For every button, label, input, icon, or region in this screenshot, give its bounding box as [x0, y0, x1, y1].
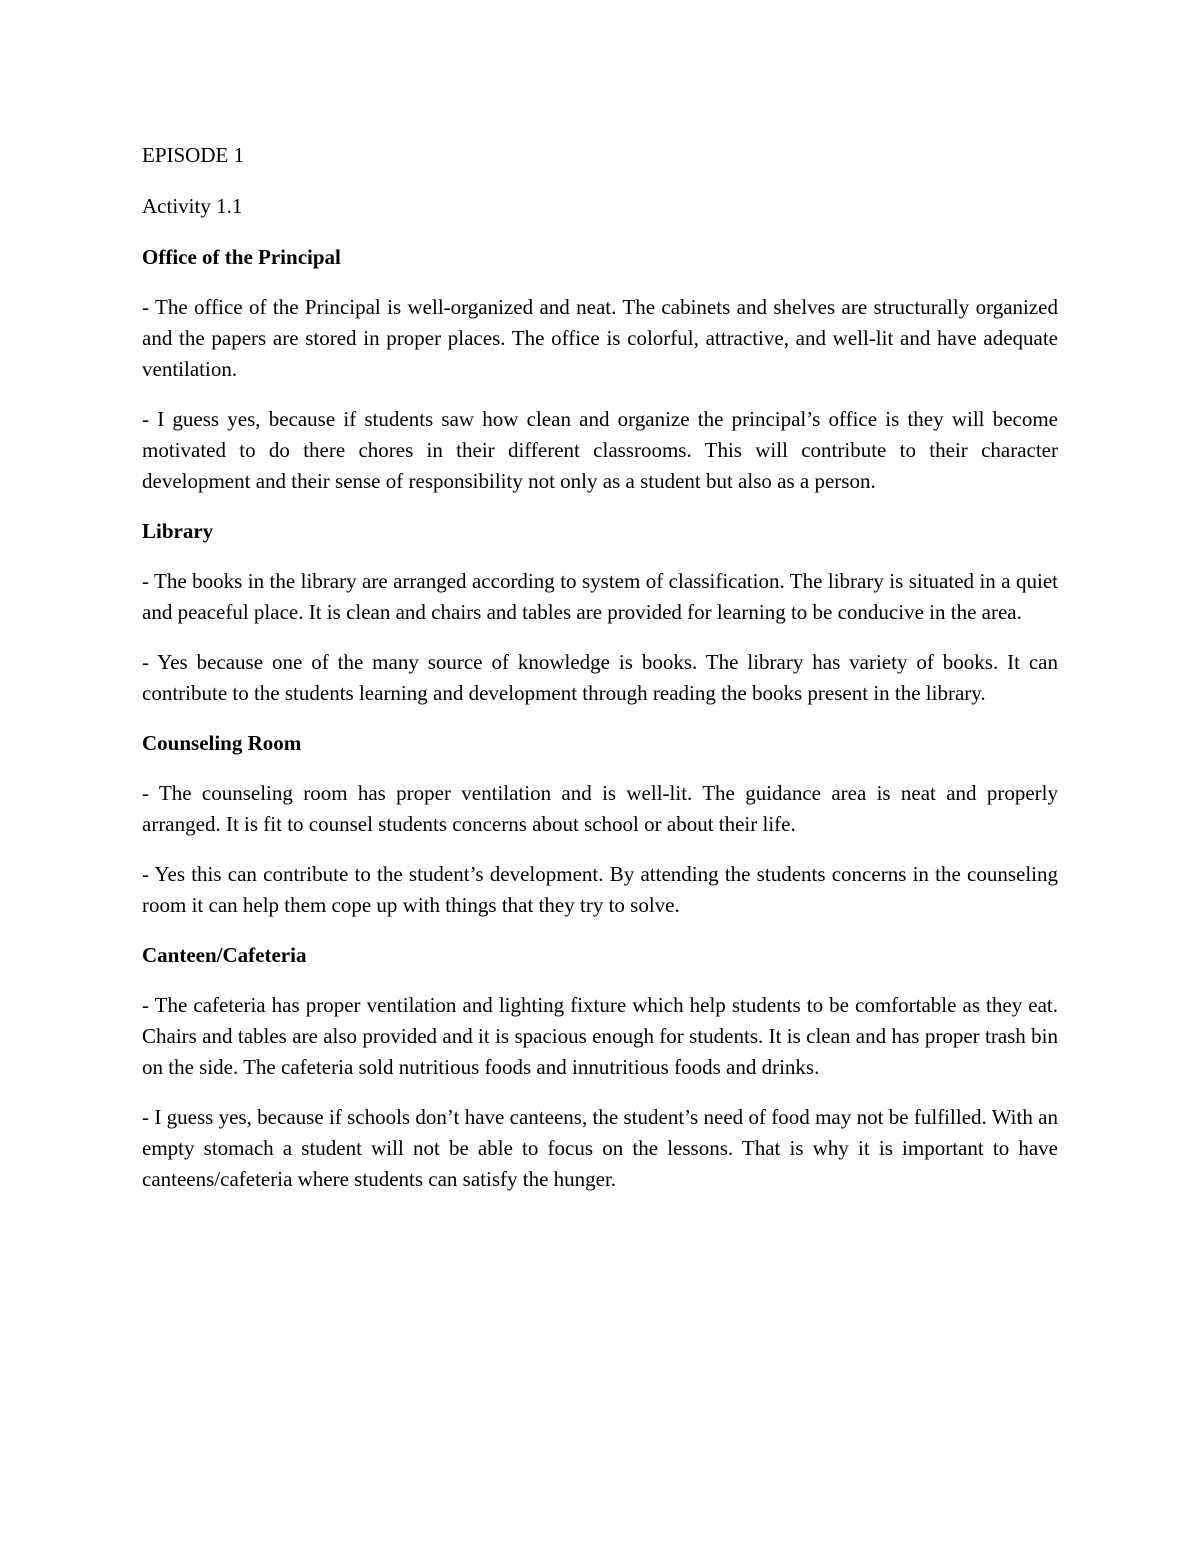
section-paragraph: - Yes because one of the many source of knowledge is books. The library has variety of books. It can contribute to the students learning and development through reading the books present in the library. — [142, 650, 1058, 705]
section-paragraph: - The office of the Principal is well-organized and neat. The cabinets and shelves are structurally organized and the papers are stored in proper places. The office is colorful, attractive, and well-lit and have adequate ventilation. — [142, 295, 1058, 381]
section-paragraph: - The books in the library are arranged according to system of classification. The library is situated in a quiet and peaceful place. It is clean and chairs and tables are provided for learning to be conducive in the area. — [142, 569, 1058, 624]
activity-title: Activity 1.1 — [142, 194, 243, 218]
section-heading: Library — [142, 519, 214, 543]
section-heading: Canteen/Cafeteria — [142, 943, 307, 967]
section-heading: Office of the Principal — [142, 245, 341, 269]
section-heading: Counseling Room — [142, 731, 302, 755]
section-paragraph: - Yes this can contribute to the student’s development. By attending the students concerns in the counseling room it can help them cope up with things that they try to solve. — [142, 862, 1058, 917]
section-paragraph: - The cafeteria has proper ventilation and lighting fixture which help students to be comfortable as they eat. Chairs and tables are also provided and it is spacious enough for students. It is clean and has proper trash bin on the side. The cafeteria sold nutritious foods and innutritious foods and drinks. — [142, 993, 1058, 1079]
section-paragraph: - I guess yes, because if students saw how clean and organize the principal’s office is they will become motivated to do there chores in their different classrooms. This will contribute to their character development and their sense of responsibility not only as a student but also as a person. — [142, 407, 1058, 493]
section-paragraph: - The counseling room has proper ventilation and is well-lit. The guidance area is neat and properly arranged. It is fit to counsel students concerns about school or about their life. — [142, 781, 1058, 836]
section-library — [142, 516, 1058, 709]
section-office-of-principal — [142, 242, 1058, 497]
document-page — [142, 140, 1058, 1214]
episode-title: EPISODE 1 — [142, 143, 245, 167]
section-paragraph: - I guess yes, because if schools don’t have canteens, the student’s need of food may not be fulfilled. With an empty stomach a student will not be able to focus on the lessons. That is why it is important to have canteens/cafeteria where students can satisfy the hunger. — [142, 1105, 1058, 1191]
section-counseling-room — [142, 728, 1058, 921]
section-canteen-cafeteria — [142, 940, 1058, 1195]
